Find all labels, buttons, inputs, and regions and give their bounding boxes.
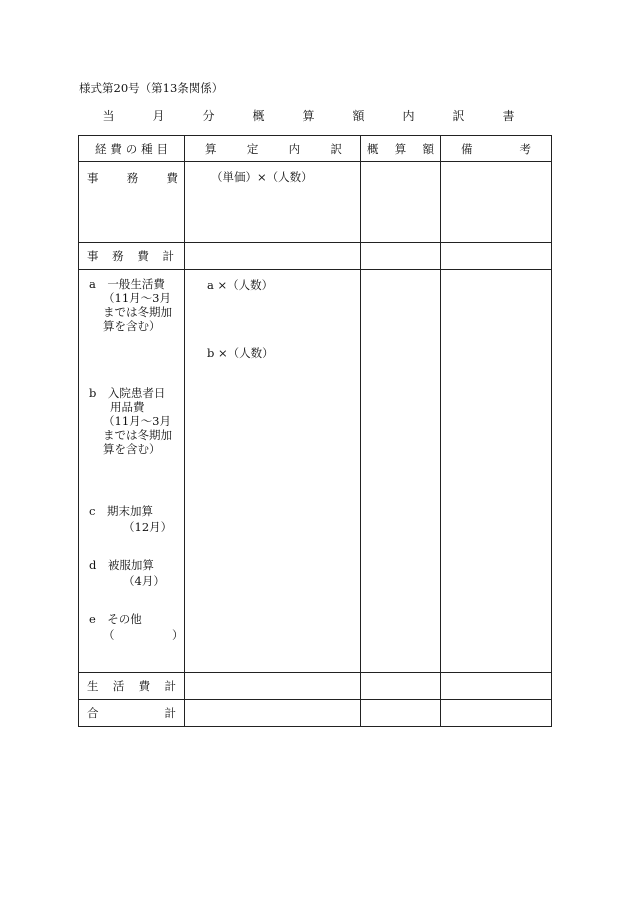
office-total-remarks-cell bbox=[441, 243, 552, 270]
living-total-remarks-cell bbox=[441, 673, 552, 700]
office-formula-cell bbox=[185, 162, 361, 243]
item-e-label: e その他 （ ） bbox=[89, 612, 184, 642]
living-total-calc-cell bbox=[185, 673, 361, 700]
office-label-cell: 事 務 費 bbox=[79, 162, 185, 243]
living-amount-cell bbox=[361, 270, 441, 673]
form-number: 様式第20号（第13条関係） bbox=[79, 81, 224, 95]
header-calc: 算 定 内 訳 bbox=[185, 136, 361, 162]
living-total-label-cell: 生 活 費 計 bbox=[79, 673, 185, 700]
office-amount-cell bbox=[361, 162, 441, 243]
document-title: 当 月 分 概 算 額 内 訳 書 bbox=[102, 109, 528, 123]
office-total-row bbox=[79, 243, 552, 270]
grand-total-label-cell: 合 計 bbox=[79, 700, 185, 727]
header-amount: 概 算 額 bbox=[361, 136, 441, 162]
grand-total-remarks-cell bbox=[441, 700, 552, 727]
office-total-label-cell: 事 務 費 計 bbox=[79, 243, 185, 270]
item-a-label: a 一般生活費 （11月～3月 までは冬期加 算を含む） bbox=[89, 277, 172, 333]
office-total-amount-cell bbox=[361, 243, 441, 270]
item-c-label: c 期末加算 （12月） bbox=[89, 504, 173, 534]
breakdown-table bbox=[78, 135, 552, 727]
item-a-formula: a ×（人数） bbox=[207, 278, 274, 292]
header-remarks: 備 考 bbox=[441, 136, 552, 162]
living-total-amount-cell bbox=[361, 673, 441, 700]
office-row bbox=[79, 162, 552, 243]
header-row bbox=[79, 136, 552, 162]
grand-total-calc-cell bbox=[185, 700, 361, 727]
office-total-calc-cell bbox=[185, 243, 361, 270]
living-formula-cell bbox=[185, 270, 361, 673]
item-b-label: b 入院患者日 用品費 （11月～3月 までは冬期加 算を含む） bbox=[89, 386, 172, 456]
item-d-label: d 被服加算 （4月） bbox=[89, 558, 165, 588]
item-b-formula: b ×（人数） bbox=[207, 346, 274, 360]
living-row bbox=[79, 270, 552, 673]
grand-total-row bbox=[79, 700, 552, 727]
living-label-cell bbox=[79, 270, 185, 673]
office-formula: （単価）×（人数） bbox=[211, 170, 313, 184]
living-total-row bbox=[79, 673, 552, 700]
grand-total-amount-cell bbox=[361, 700, 441, 727]
living-remarks-cell bbox=[441, 270, 552, 673]
header-item: 経 費 の 種 目 bbox=[79, 136, 185, 162]
office-remarks-cell bbox=[441, 162, 552, 243]
